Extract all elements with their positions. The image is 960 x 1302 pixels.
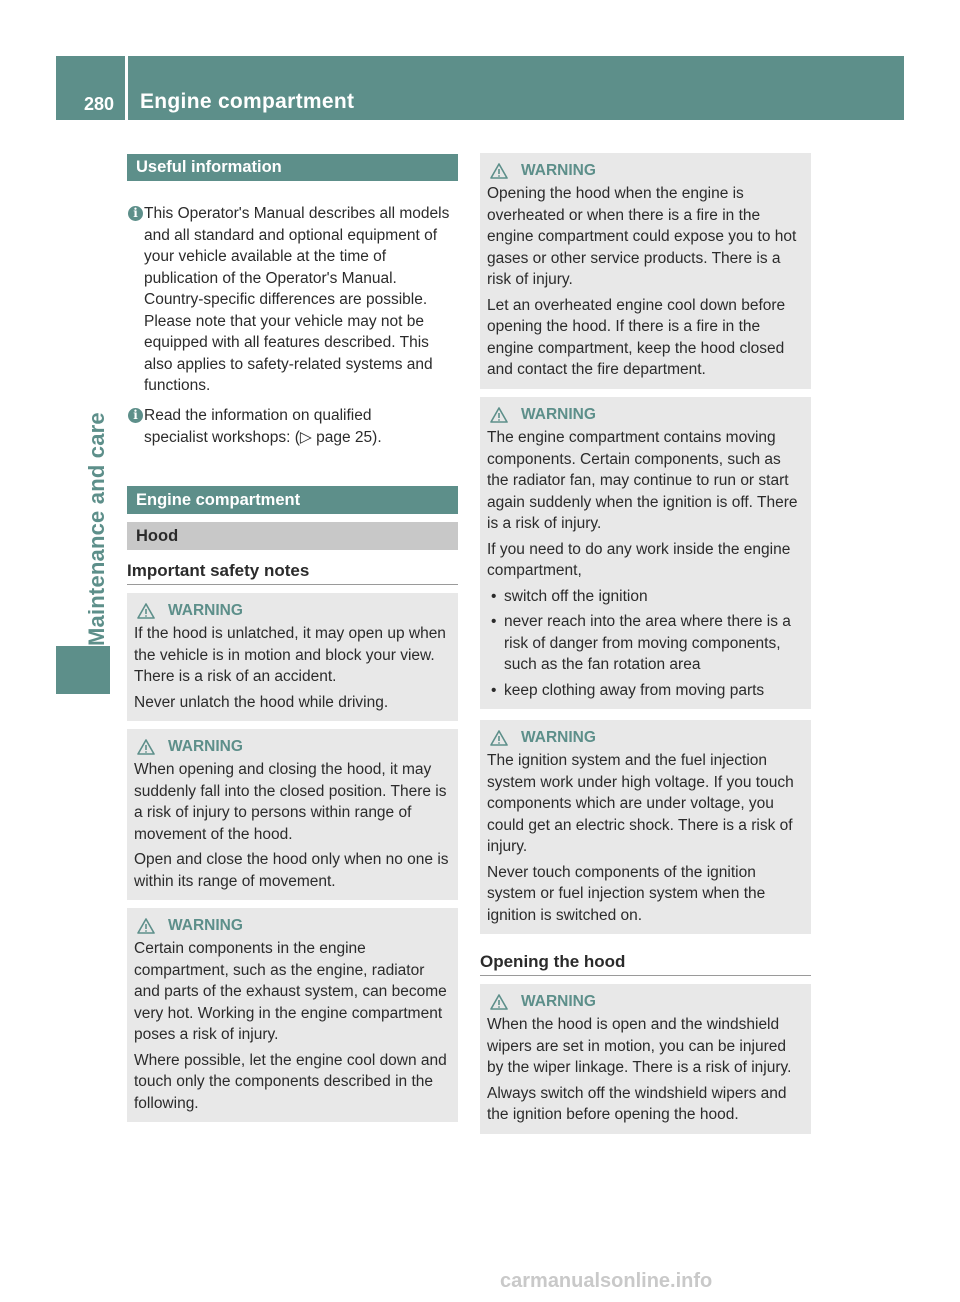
page-title: Engine compartment [140, 90, 355, 113]
warning-bullet: • never reach into the area where there is a risk of danger from moving components, such as the fan rotation area [487, 611, 804, 676]
warning-text: Always switch off the windshield wipers and the ignition before opening the hood. [487, 1084, 787, 1123]
warning-text: The ignition system and the fuel injection system work under high voltage. If you touch components which are under voltage, you could get an electric shock. There is a risk of injury. [487, 752, 794, 855]
warning-text: The engine compartment contains moving components. Certain components, such as the radiator fan, may continue to run or start again suddenly when the ignition is off. There is a risk of injury. [487, 429, 798, 532]
warning-bullet: • keep clothing away from moving parts [487, 680, 804, 702]
warning-header [487, 726, 804, 750]
info-item [128, 405, 428, 448]
warning-box [127, 593, 458, 721]
engine-compartment-heading: Engine compartment [127, 486, 458, 514]
chapter-side-tab [56, 646, 110, 694]
info-item [128, 203, 460, 397]
warning-text: Where possible, let the engine cool down and touch only the components described in the following. [134, 1051, 447, 1112]
watermark: carmanualsonline.info [500, 1270, 713, 1292]
warning-text: Never touch components of the ignition system or fuel injection system when the ignition is switched on. [487, 863, 766, 924]
warning-bullet-list [487, 586, 804, 702]
info-text: This Operator's Manual describes all models and all standard and optional equipment of your vehicle available at the time of publication of the Operator's Manual. Country-specific differences are possible. Please note that your vehicle may not be equipped with all features described. This also applies to safety-related systems and functions. [144, 205, 450, 394]
hood-heading: Hood [127, 522, 458, 550]
warning-label: WARNING [521, 406, 596, 423]
warning-triangle-icon [490, 730, 508, 746]
warning-label: WARNING [168, 917, 243, 934]
warning-text: Let an overheated engine cool down before opening the hood. If there is a fire in the engine compartment, keep the hood closed and contact the fire department. [487, 296, 786, 378]
page-number: 280 [84, 94, 115, 114]
warning-label: WARNING [168, 738, 243, 755]
important-safety-notes-heading: Important safety notes [127, 561, 458, 585]
warning-box [127, 908, 458, 1122]
warning-bullet: • switch off the ignition [487, 586, 804, 608]
warning-text: Never unlatch the hood while driving. [134, 693, 389, 711]
warning-label: WARNING [168, 602, 243, 619]
warning-label: WARNING [521, 162, 596, 179]
warning-header [487, 403, 804, 427]
opening-the-hood-heading: Opening the hood [480, 952, 811, 976]
info-text-main: Read the information on qualified specialist workshops: (▷ page 25). [144, 407, 382, 446]
warning-box [127, 729, 458, 900]
warning-header [134, 914, 451, 938]
warning-header [134, 599, 451, 623]
warning-triangle-icon [137, 603, 155, 619]
chapter-side-label: Maintenance and care [84, 412, 109, 646]
warning-triangle-icon [490, 407, 508, 423]
warning-box [480, 984, 811, 1134]
warning-text: Open and close the hood only when no one is within its range of movement. [134, 851, 449, 890]
warning-header [134, 735, 451, 759]
header-divider [125, 56, 128, 120]
warning-text: Certain components in the engine compartment, such as the engine, radiator and parts of the exhaust system, can become very hot. Working in the engine compartment poses a risk of injury. [134, 940, 447, 1043]
warning-triangle-icon [137, 918, 155, 934]
warning-box [480, 720, 811, 934]
warning-triangle-icon [490, 163, 508, 179]
info-text [144, 405, 428, 448]
warning-label: WARNING [521, 993, 596, 1010]
warning-text: If you need to do any work inside the engine compartment, [487, 540, 791, 579]
page-header [56, 56, 904, 120]
warning-header [487, 990, 804, 1014]
warning-label: WARNING [521, 729, 596, 746]
warning-triangle-icon [137, 739, 155, 755]
useful-information-heading: Useful information [127, 154, 458, 181]
warning-text: Opening the hood when the engine is overheated or when there is a fire in the engine compartment could expose you to hot gases or other service products. There is a risk of injury. [487, 185, 797, 288]
warning-text: When the hood is open and the windshield wipers are set in motion, you can be injured by the wiper linkage. There is a risk of injury. [487, 1016, 792, 1076]
warning-text: If the hood is unlatched, it may open up when the vehicle is in motion and block your view. There is a risk of an accident. [134, 625, 446, 685]
info-icon: i [128, 408, 143, 423]
warning-header [487, 159, 804, 183]
warning-text: When opening and closing the hood, it may suddenly fall into the closed position. There is a risk of injury to persons within range of movement of the hood. [134, 761, 447, 843]
warning-box [480, 153, 811, 389]
warning-triangle-icon [490, 994, 508, 1010]
info-icon: i [128, 206, 143, 221]
warning-box [480, 397, 811, 709]
